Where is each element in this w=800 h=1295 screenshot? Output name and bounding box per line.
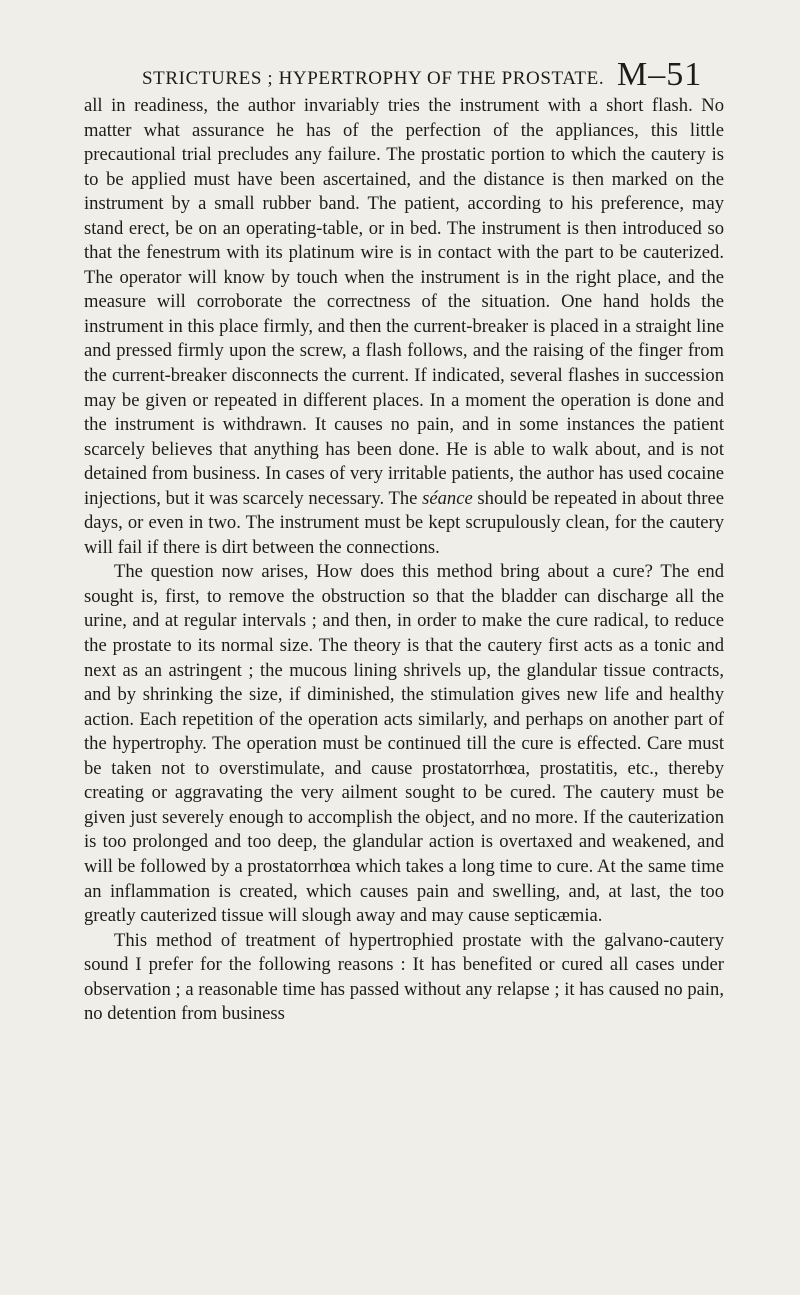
paragraph-3: This method of treatment of hypertrophied prostate with the galvano-cautery sound I prefer for the following reasons : It has benefited or cured all cases under observation ; a reasonable time has passed without any relapse ; it has caused no pain, no detention from business (84, 929, 724, 1025)
paragraph-1-text: all in readiness, the author invariably tries the instrument with a short flash. No matter what assurance he has of the perfection of the appliances, this little precautional trial precludes any failure. The prostatic portion to which the cautery is to be applied must have been ascertained, and the distance is then marked on the instrument by a small rubber band. The patient, according to his preference, may stand erect, be on an operating-table, or in bed. The instrument is then introduced so that the fenestrum with its platinum wire is in contact with the part to be cauterized. The operator will know by touch when the instrument is in the right place, and the measure will corroborate the correctness of the situation. One hand holds the instrument in this place firmly, and then the current-breaker is placed in a straight line and pressed firmly upon the screw, a flash follows, and the raising of the finger from the current-breaker disconnects the current. If indicated, several flashes in succession may be given or repeated in different places. In a moment the operation is done and the instrument is withdrawn. It causes no pain, and in some instances the patient scarcely believes that anything has been done. He is able to walk about, and is not detained from business. In cases of very irritable patients, the author has used cocaine injections, but it was scarcely necessary. The (84, 95, 724, 509)
paragraph-1 (84, 94, 724, 560)
paragraph-1-emphasis: séance (422, 487, 473, 509)
paragraph-2: The question now arises, How does this method bring about a cure? The end sought is, first, to remove the obstruction so that the bladder can discharge all the urine, and at regular intervals ; and then, in order to make the cure radical, to reduce the prostate to its normal size. The theory is that the cautery first acts as a tonic and next as an astringent ; the mucous lining shrivels up, the glandular tissue contracts, and by shrinking the size, if diminished, the stimulation gives new life and healthy action. Each repetition of the operation acts similarly, and perhaps on another part of the hypertrophy. The operation must be continued till the cure is effected. Care must be taken not to overstimulate, and cause prostatorrhœa, prostatitis, etc., thereby creating or aggravating the very ailment sought to be cured. The cautery must be given just severely enough to accomplish the object, and no more. If the cauterization is too prolonged and too deep, the glandular action is overtaxed and weakened, and will be followed by a prostatorrhœa which takes a long time to cure. At the same time an inflammation is created, which causes pain and swelling, and, at last, the too greatly cauterized tissue will slough away and may cause septicæmia. (84, 561, 724, 927)
paragraph-1-text-end: should be repeated in about three days, or even in two. The instrument must be kept scrupulously clean, for the cautery will fail if there is dirt between the connections. (84, 487, 724, 558)
running-head (142, 56, 772, 96)
body-text (84, 94, 724, 1027)
page-number: M–51 (617, 56, 703, 93)
running-title: STRICTURES ; HYPERTROPHY OF THE PROSTATE. (142, 68, 605, 89)
